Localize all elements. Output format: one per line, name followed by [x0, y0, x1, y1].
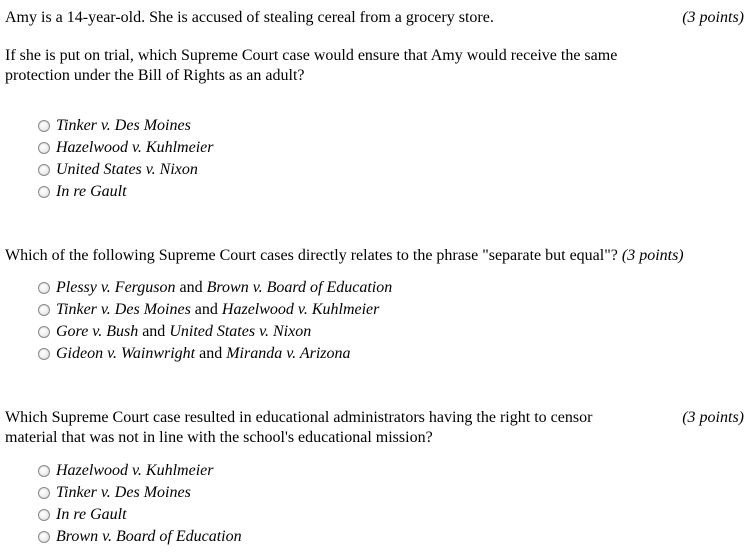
question-3-points: (3 points) [682, 409, 744, 426]
q3-option-3[interactable] [38, 504, 242, 526]
option-label-a: Tinker v. Des Moines [56, 301, 191, 318]
question-1-line-1: Amy is a 14-year-old. She is accused of stealing cereal from a grocery store. [5, 9, 494, 26]
question-2-prompt [5, 246, 747, 266]
option-label-a: Plessy v. Ferguson [56, 279, 176, 296]
option-conj: and [179, 279, 203, 296]
option-label: In re Gault [56, 183, 127, 200]
q2-option-1[interactable] [38, 277, 392, 299]
q3-option-4[interactable] [38, 526, 242, 548]
option-label-b: Hazelwood v. Kuhlmeier [221, 301, 380, 318]
radio-button[interactable] [38, 186, 50, 198]
question-2 [5, 246, 747, 266]
q1-option-3[interactable] [38, 159, 213, 181]
q1-option-4[interactable] [38, 181, 213, 203]
option-label: Hazelwood v. Kuhlmeier [56, 462, 214, 479]
q1-option-1[interactable] [38, 115, 213, 137]
question-3-prompt [5, 408, 645, 448]
radio-button[interactable] [38, 326, 50, 338]
radio-button[interactable] [38, 142, 50, 154]
radio-button[interactable] [38, 120, 50, 132]
option-conj: and [194, 301, 218, 318]
radio-button[interactable] [38, 348, 50, 360]
question-2-points: (3 points) [621, 247, 684, 264]
option-label: In re Gault [56, 506, 127, 523]
option-label: Tinker v. Des Moines [56, 117, 191, 134]
question-1-prompt [5, 8, 645, 86]
radio-button[interactable] [38, 487, 50, 499]
q1-option-2[interactable] [38, 137, 213, 159]
question-1 [5, 8, 747, 86]
option-label: Tinker v. Des Moines [56, 484, 191, 501]
radio-button[interactable] [38, 509, 50, 521]
q3-option-1[interactable] [38, 460, 242, 482]
question-2-options [38, 277, 392, 365]
radio-button[interactable] [38, 304, 50, 316]
question-1-options [38, 115, 213, 203]
option-label-a: Gideon v. Wainwright [56, 345, 196, 362]
option-label-b: Brown v. Board of Education [206, 279, 393, 296]
option-conj: and [142, 323, 166, 340]
question-3-options [38, 460, 242, 548]
q2-option-2[interactable] [38, 299, 392, 321]
option-label: Brown v. Board of Education [56, 528, 242, 545]
q3-option-2[interactable] [38, 482, 242, 504]
radio-button[interactable] [38, 282, 50, 294]
radio-button[interactable] [38, 465, 50, 477]
option-label: United States v. Nixon [56, 161, 198, 178]
question-1-line-2: If she is put on trial, which Supreme Court case would ensure that Amy would receive the same protection under the Bill of Rights as an adult? [5, 47, 618, 84]
option-label-b: Miranda v. Arizona [226, 345, 351, 362]
option-conj: and [199, 345, 223, 362]
option-label: Hazelwood v. Kuhlmeier [56, 139, 214, 156]
option-label-b: United States v. Nixon [169, 323, 312, 340]
q2-option-4[interactable] [38, 343, 392, 365]
question-3-line-1: Which Supreme Court case resulted in educational administrators having the right to censor material that was not in line with the school's educational mission? [5, 409, 593, 446]
q2-option-3[interactable] [38, 321, 392, 343]
question-3 [5, 408, 747, 448]
question-1-points: (3 points) [682, 9, 744, 26]
question-2-line-1: Which of the following Supreme Court cases directly relates to the phrase "separate but equal"? [5, 247, 618, 264]
option-label-a: Gore v. Bush [56, 323, 139, 340]
radio-button[interactable] [38, 531, 50, 543]
radio-button[interactable] [38, 164, 50, 176]
